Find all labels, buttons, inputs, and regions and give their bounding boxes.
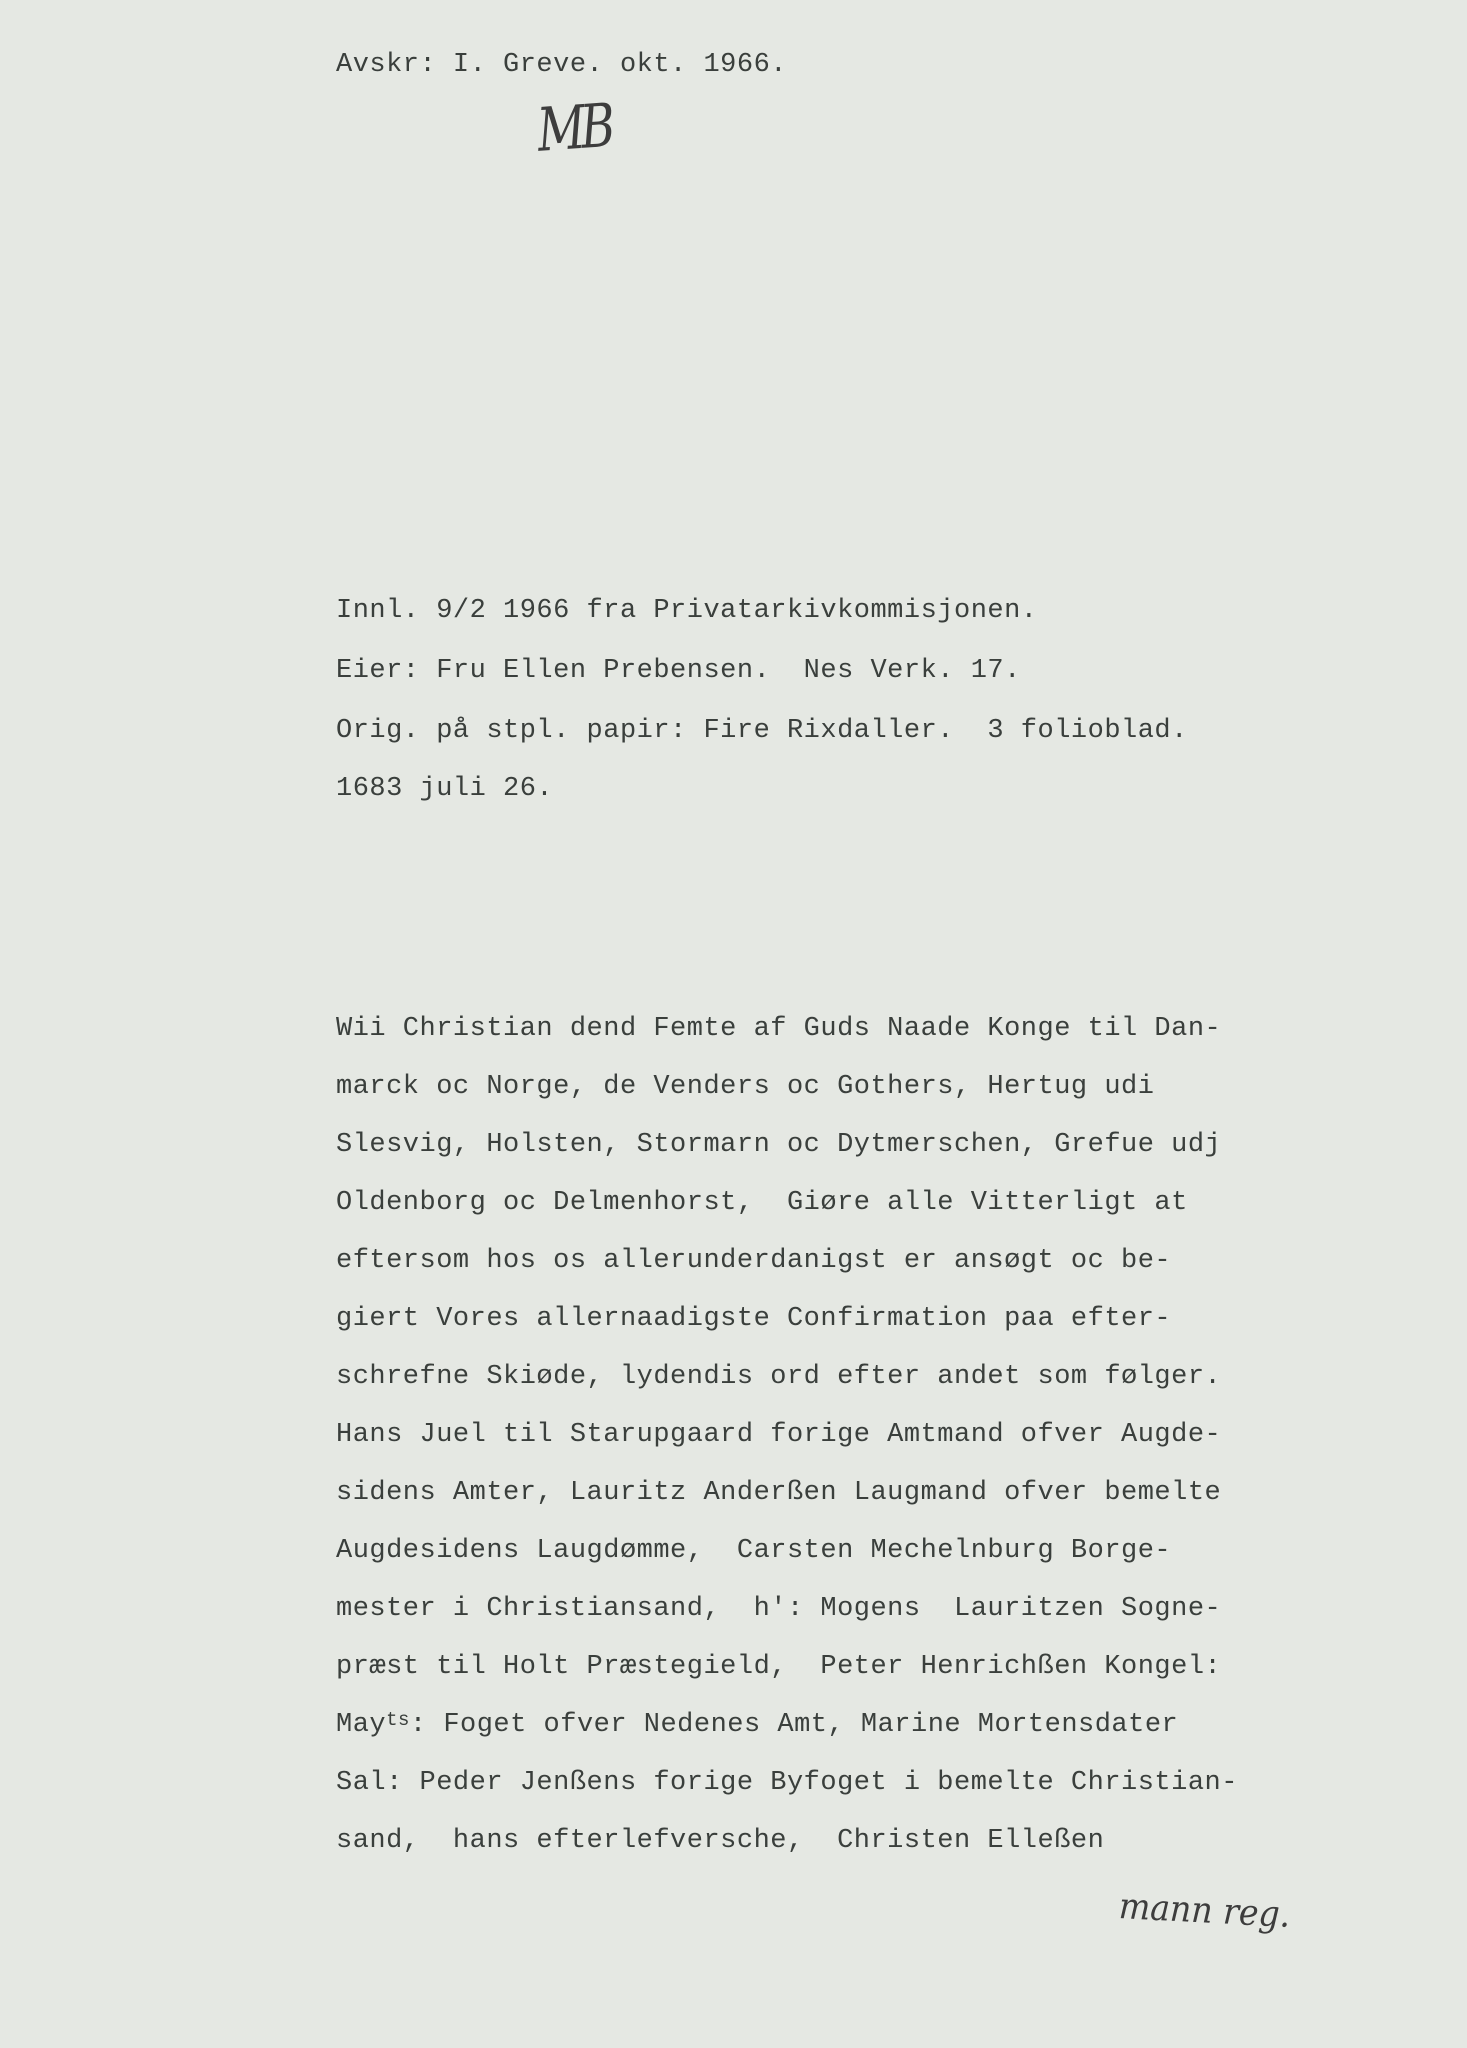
body-line: eftersom hos os allerunderdanigst er ansøgt oc be-: [336, 1246, 1172, 1276]
received-line: Innl. 9/2 1966 fra Privatarkivkommisjonen.: [336, 596, 1038, 626]
body-line: giert Vores allernaadigste Confirmation paa efter-: [336, 1304, 1172, 1334]
body-line: sidens Amter, Lauritz Anderßen Laugmand ofver bemelte: [336, 1478, 1222, 1508]
body-line: præst til Holt Præstegield, Peter Henrichßen Kongel:: [336, 1652, 1222, 1682]
body-line: marck oc Norge, de Venders oc Gothers, Hertug udi: [336, 1072, 1155, 1102]
handwritten-initials: MB: [535, 90, 613, 166]
body-line: Augdesidens Laugdømme, Carsten Mechelnburg Borge-: [336, 1536, 1172, 1566]
may-rest: : Foget ofver Nedenes Amt, Marine Mortensdater: [409, 1710, 1179, 1740]
body-line: schrefne Skiøde, lydendis ord efter andet som følger.: [336, 1362, 1222, 1392]
may-prefix: May: [336, 1710, 387, 1740]
may-superscript: ts: [386, 1709, 410, 1731]
body-line: Slesvig, Holsten, Stormarn oc Dytmerschen, Grefue udj: [336, 1130, 1222, 1160]
body-line: sand, hans efterlefversche, Christen Elleßen: [336, 1826, 1105, 1856]
date-line: 1683 juli 26.: [336, 774, 554, 804]
body-line: Hans Juel til Starupgaard forige Amtmand ofver Augde-: [336, 1420, 1222, 1450]
owner-line: Eier: Fru Ellen Prebensen. Nes Verk. 17.: [336, 656, 1021, 686]
body-line: Sal: Peder Jenßens forige Byfoget i bemelte Christian-: [336, 1768, 1238, 1798]
original-line: Orig. på stpl. papir: Fire Rixdaller. 3 folioblad.: [336, 716, 1188, 746]
body-line: Wii Christian dend Femte af Guds Naade Konge til Dan-: [336, 1014, 1222, 1044]
transcription-note: Avskr: I. Greve. okt. 1966.: [336, 50, 787, 80]
body-line: mester i Christiansand, h': Mogens Lauritzen Sogne-: [336, 1594, 1222, 1624]
handwritten-annotation: mann reg.: [1117, 1886, 1292, 1936]
body-line-may: [336, 1710, 1178, 1740]
body-line: Oldenborg oc Delmenhorst, Giøre alle Vitterligt at: [336, 1188, 1188, 1218]
